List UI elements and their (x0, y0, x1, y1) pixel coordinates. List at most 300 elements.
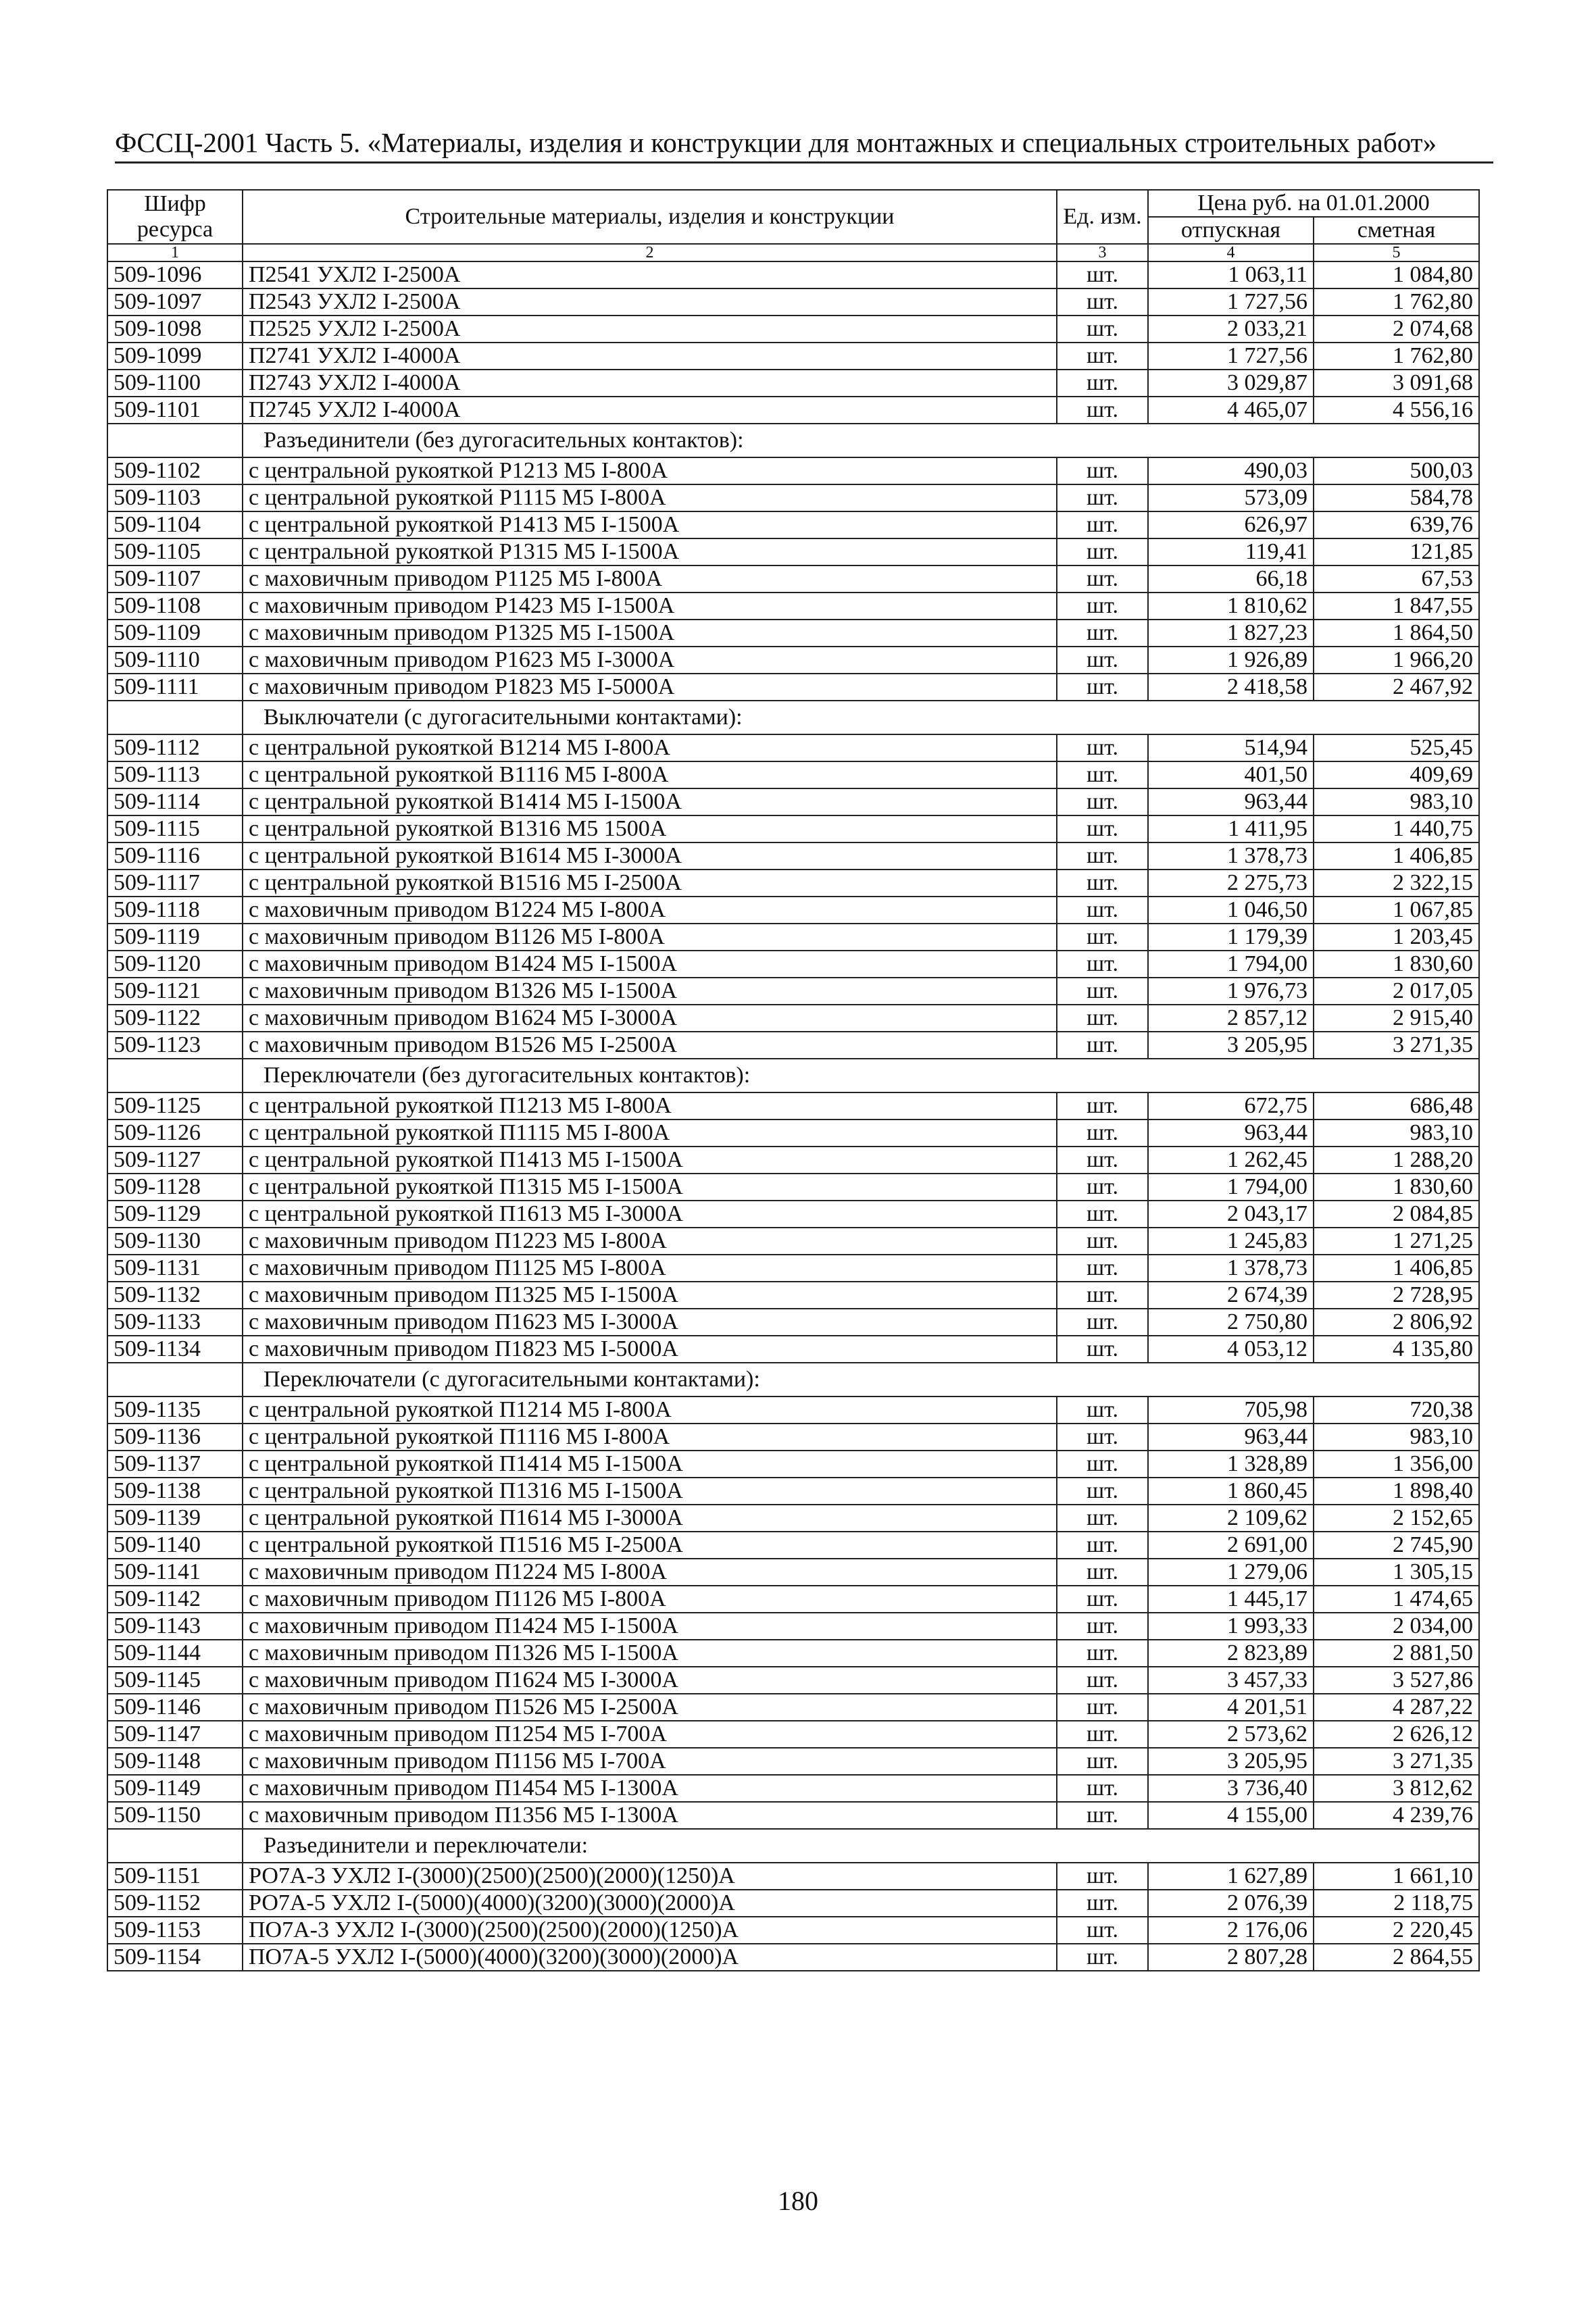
column-number: 1 (107, 244, 243, 261)
release-price-cell: 2 691,00 (1148, 1532, 1314, 1559)
unit-cell: шт. (1057, 1667, 1148, 1694)
material-name-cell: с маховичным приводом П1526 М5 I-2500А (243, 1694, 1057, 1721)
unit-cell: шт. (1057, 1748, 1148, 1775)
section-header: Переключатели (без дугогасительных контактов): (243, 1059, 1314, 1092)
release-price-cell: 1 976,73 (1148, 978, 1314, 1005)
release-price-cell: 1 445,17 (1148, 1586, 1314, 1613)
release-price-cell: 1 794,00 (1148, 951, 1314, 978)
unit-cell: шт. (1057, 1424, 1148, 1451)
material-name-cell: с центральной рукояткой П1516 М5 I-2500А (243, 1532, 1057, 1559)
release-price-cell: 1 411,95 (1148, 815, 1314, 842)
estimate-price-cell: 67,53 (1314, 565, 1479, 593)
material-name-cell: с маховичным приводом В1224 М5 I-800А (243, 897, 1057, 924)
section-header-spacer (107, 424, 243, 457)
unit-cell: шт. (1057, 1694, 1148, 1721)
release-price-cell: 4 155,00 (1148, 1802, 1314, 1829)
section-header-spacer (1314, 1363, 1479, 1397)
table-row (107, 288, 1479, 316)
material-name-cell: с центральной рукояткой П1214 М5 I-800А (243, 1397, 1057, 1424)
material-name-cell: с маховичным приводом Р1623 М5 I-3000А (243, 647, 1057, 674)
material-name-cell: с маховичным приводом Р1325 М5 I-1500А (243, 620, 1057, 647)
release-price-cell: 2 674,39 (1148, 1282, 1314, 1309)
col-header-name: Строительные материалы, изделия и конструкции (243, 190, 1057, 244)
table-row (107, 1694, 1479, 1721)
material-name-cell: П2743 УХЛ2 I-4000А (243, 370, 1057, 397)
unit-cell: шт. (1057, 316, 1148, 343)
release-price-cell: 1 827,23 (1148, 620, 1314, 647)
material-name-cell: с маховичным приводом В1126 М5 I-800А (243, 924, 1057, 951)
release-price-cell: 2 109,62 (1148, 1505, 1314, 1532)
table-row (107, 1748, 1479, 1775)
table-row (107, 1032, 1479, 1059)
material-name-cell: с центральной рукояткой В1614 М5 I-3000А (243, 842, 1057, 870)
table-row (107, 1309, 1479, 1336)
material-name-cell: с центральной рукояткой Р1115 М5 I-800А (243, 484, 1057, 511)
estimate-price-cell: 2 322,15 (1314, 870, 1479, 897)
estimate-price-cell: 1 406,85 (1314, 1255, 1479, 1282)
estimate-price-cell: 500,03 (1314, 457, 1479, 484)
estimate-price-cell: 4 287,22 (1314, 1694, 1479, 1721)
unit-cell: шт. (1057, 343, 1148, 370)
estimate-price-cell: 1 830,60 (1314, 951, 1479, 978)
section-header-spacer (1314, 1059, 1479, 1092)
table-row (107, 593, 1479, 620)
table-row (107, 1863, 1479, 1890)
table-row (107, 1255, 1479, 1282)
release-price-cell: 1 046,50 (1148, 897, 1314, 924)
release-price-cell: 626,97 (1148, 511, 1314, 538)
material-name-cell: ПО7А-3 УХЛ2 I-(3000)(2500)(2500)(2000)(1250)А (243, 1917, 1057, 1944)
section-header-spacer (107, 1829, 243, 1863)
table-row (107, 1005, 1479, 1032)
table-row (107, 1505, 1479, 1532)
unit-cell: шт. (1057, 1505, 1148, 1532)
unit-cell: шт. (1057, 620, 1148, 647)
column-number: 4 (1148, 244, 1314, 261)
unit-cell: шт. (1057, 788, 1148, 815)
release-price-cell: 3 457,33 (1148, 1667, 1314, 1694)
material-name-cell: с центральной рукояткой П1213 М5 I-800А (243, 1092, 1057, 1120)
estimate-price-cell: 525,45 (1314, 734, 1479, 761)
release-price-cell: 3 029,87 (1148, 370, 1314, 397)
resource-code-cell: 509-1127 (107, 1147, 243, 1174)
unit-cell: шт. (1057, 1917, 1148, 1944)
unit-cell: шт. (1057, 1092, 1148, 1120)
release-price-cell: 1 993,33 (1148, 1613, 1314, 1640)
estimate-price-cell: 983,10 (1314, 1120, 1479, 1147)
table-row (107, 1613, 1479, 1640)
resource-code-cell: 509-1141 (107, 1559, 243, 1586)
material-name-cell: с маховичным приводом П1223 М5 I-800А (243, 1228, 1057, 1255)
table-row (107, 1917, 1479, 1944)
release-price-cell: 3 736,40 (1148, 1775, 1314, 1802)
table-row (107, 1478, 1479, 1505)
estimate-price-cell: 983,10 (1314, 1424, 1479, 1451)
resource-code-cell: 509-1131 (107, 1255, 243, 1282)
material-name-cell: с маховичным приводом П1254 М5 I-700А (243, 1721, 1057, 1748)
column-number: 2 (243, 244, 1057, 261)
material-name-cell: с центральной рукояткой Р1213 М5 I-800А (243, 457, 1057, 484)
estimate-price-cell: 4 135,80 (1314, 1336, 1479, 1363)
resource-code-cell: 509-1126 (107, 1120, 243, 1147)
table-row (107, 397, 1479, 424)
material-name-cell: с маховичным приводом П1454 М5 I-1300А (243, 1775, 1057, 1802)
material-name-cell: с маховичным приводом Р1125 М5 I-800А (243, 565, 1057, 593)
release-price-cell: 672,75 (1148, 1092, 1314, 1120)
release-price-cell: 4 201,51 (1148, 1694, 1314, 1721)
release-price-cell: 4 053,12 (1148, 1336, 1314, 1363)
material-name-cell: с маховичным приводом П1356 М5 I-1300А (243, 1802, 1057, 1829)
material-name-cell: с маховичным приводом П1424 М5 I-1500А (243, 1613, 1057, 1640)
table-row (107, 343, 1479, 370)
resource-code-cell: 509-1147 (107, 1721, 243, 1748)
unit-cell: шт. (1057, 1802, 1148, 1829)
material-name-cell: с маховичным приводом Р1823 М5 I-5000А (243, 674, 1057, 701)
estimate-price-cell: 1 271,25 (1314, 1228, 1479, 1255)
release-price-cell: 66,18 (1148, 565, 1314, 593)
release-price-cell: 963,44 (1148, 788, 1314, 815)
estimate-price-cell: 1 305,15 (1314, 1559, 1479, 1586)
estimate-price-cell: 1 067,85 (1314, 897, 1479, 924)
material-name-cell: с маховичным приводом П1126 М5 I-800А (243, 1586, 1057, 1613)
estimate-price-cell: 584,78 (1314, 484, 1479, 511)
estimate-price-cell: 2 220,45 (1314, 1917, 1479, 1944)
table-row (107, 1228, 1479, 1255)
table-row (107, 1092, 1479, 1120)
estimate-price-cell: 2 626,12 (1314, 1721, 1479, 1748)
col-header-code: Шифр ресурса (107, 190, 243, 244)
resource-code-cell: 509-1151 (107, 1863, 243, 1890)
resource-code-cell: 509-1136 (107, 1424, 243, 1451)
release-price-cell: 1 262,45 (1148, 1147, 1314, 1174)
table-row (107, 674, 1479, 701)
estimate-price-cell: 1 288,20 (1314, 1147, 1479, 1174)
unit-cell: шт. (1057, 1532, 1148, 1559)
unit-cell: шт. (1057, 457, 1148, 484)
unit-cell: шт. (1057, 1201, 1148, 1228)
resource-code-cell: 509-1122 (107, 1005, 243, 1032)
price-table (107, 189, 1480, 1971)
estimate-price-cell: 1 406,85 (1314, 842, 1479, 870)
table-row (107, 1424, 1479, 1451)
resource-code-cell: 509-1152 (107, 1890, 243, 1917)
material-name-cell: с центральной рукояткой Р1413 М5 I-1500А (243, 511, 1057, 538)
release-price-cell: 1 378,73 (1148, 1255, 1314, 1282)
resource-code-cell: 509-1137 (107, 1451, 243, 1478)
column-number: 3 (1057, 244, 1148, 261)
unit-cell: шт. (1057, 1228, 1148, 1255)
release-price-cell: 705,98 (1148, 1397, 1314, 1424)
resource-code-cell: 509-1101 (107, 397, 243, 424)
release-price-cell: 1 860,45 (1148, 1478, 1314, 1505)
resource-code-cell: 509-1112 (107, 734, 243, 761)
release-price-cell: 1 926,89 (1148, 647, 1314, 674)
estimate-price-cell: 2 864,55 (1314, 1944, 1479, 1971)
estimate-price-cell: 1 830,60 (1314, 1174, 1479, 1201)
material-name-cell: с маховичным приводом В1624 М5 I-3000А (243, 1005, 1057, 1032)
estimate-price-cell: 2 467,92 (1314, 674, 1479, 701)
table-row (107, 1147, 1479, 1174)
table-row (107, 734, 1479, 761)
resource-code-cell: 509-1097 (107, 288, 243, 316)
estimate-price-cell: 2 745,90 (1314, 1532, 1479, 1559)
unit-cell: шт. (1057, 842, 1148, 870)
section-header-row (107, 1363, 1479, 1397)
table-row (107, 1640, 1479, 1667)
unit-cell: шт. (1057, 511, 1148, 538)
unit-cell: шт. (1057, 1255, 1148, 1282)
resource-code-cell: 509-1109 (107, 620, 243, 647)
resource-code-cell: 509-1108 (107, 593, 243, 620)
resource-code-cell: 509-1115 (107, 815, 243, 842)
release-price-cell: 2 275,73 (1148, 870, 1314, 897)
estimate-price-cell: 3 271,35 (1314, 1032, 1479, 1059)
section-header: Выключатели (с дугогасительными контактами): (243, 701, 1314, 734)
col-header-estimate: сметная (1314, 217, 1479, 244)
material-name-cell: с центральной рукояткой В1316 М5 1500А (243, 815, 1057, 842)
section-header-spacer (107, 701, 243, 734)
estimate-price-cell: 4 239,76 (1314, 1802, 1479, 1829)
section-header: Разъединители (без дугогасительных контактов): (243, 424, 1314, 457)
resource-code-cell: 509-1114 (107, 788, 243, 815)
material-name-cell: с маховичным приводом П1325 М5 I-1500А (243, 1282, 1057, 1309)
estimate-price-cell: 3 812,62 (1314, 1775, 1479, 1802)
table-row (107, 511, 1479, 538)
material-name-cell: с центральной рукояткой Р1315 М5 I-1500А (243, 538, 1057, 565)
estimate-price-cell: 2 017,05 (1314, 978, 1479, 1005)
table-row (107, 620, 1479, 647)
table-row (107, 1282, 1479, 1309)
unit-cell: шт. (1057, 1147, 1148, 1174)
unit-cell: шт. (1057, 1944, 1148, 1971)
estimate-price-cell: 3 271,35 (1314, 1748, 1479, 1775)
material-name-cell: П2745 УХЛ2 I-4000А (243, 397, 1057, 424)
material-name-cell: с маховичным приводом П1326 М5 I-1500А (243, 1640, 1057, 1667)
table-row (107, 538, 1479, 565)
section-header-spacer (107, 1363, 243, 1397)
unit-cell: шт. (1057, 1120, 1148, 1147)
resource-code-cell: 509-1096 (107, 261, 243, 288)
resource-code-cell: 509-1132 (107, 1282, 243, 1309)
resource-code-cell: 509-1119 (107, 924, 243, 951)
estimate-price-cell: 1 898,40 (1314, 1478, 1479, 1505)
unit-cell: шт. (1057, 1613, 1148, 1640)
unit-cell: шт. (1057, 370, 1148, 397)
estimate-price-cell: 1 762,80 (1314, 343, 1479, 370)
table-row (107, 370, 1479, 397)
resource-code-cell: 509-1145 (107, 1667, 243, 1694)
col-header-release: отпускная (1148, 217, 1314, 244)
table-row (107, 1336, 1479, 1363)
unit-cell: шт. (1057, 674, 1148, 701)
resource-code-cell: 509-1113 (107, 761, 243, 788)
resource-code-cell: 509-1102 (107, 457, 243, 484)
table-row (107, 261, 1479, 288)
estimate-price-cell: 1 864,50 (1314, 620, 1479, 647)
table-row (107, 788, 1479, 815)
material-name-cell: с центральной рукояткой В1516 М5 I-2500А (243, 870, 1057, 897)
release-price-cell: 119,41 (1148, 538, 1314, 565)
unit-cell: шт. (1057, 288, 1148, 316)
material-name-cell: с маховичным приводом П1623 М5 I-3000А (243, 1309, 1057, 1336)
table-row (107, 1802, 1479, 1829)
table-row (107, 842, 1479, 870)
material-name-cell: с маховичным приводом В1526 М5 I-2500А (243, 1032, 1057, 1059)
material-name-cell: с центральной рукояткой В1414 М5 I-1500А (243, 788, 1057, 815)
resource-code-cell: 509-1128 (107, 1174, 243, 1201)
unit-cell: шт. (1057, 1309, 1148, 1336)
table-row (107, 978, 1479, 1005)
section-header-spacer (1314, 424, 1479, 457)
estimate-price-cell: 409,69 (1314, 761, 1479, 788)
unit-cell: шт. (1057, 1640, 1148, 1667)
release-price-cell: 963,44 (1148, 1424, 1314, 1451)
estimate-price-cell: 983,10 (1314, 788, 1479, 815)
table-row (107, 1451, 1479, 1478)
material-name-cell: с центральной рукояткой П1613 М5 I-3000А (243, 1201, 1057, 1228)
col-header-unit: Ед. изм. (1057, 190, 1148, 244)
resource-code-cell: 509-1153 (107, 1917, 243, 1944)
resource-code-cell: 509-1149 (107, 1775, 243, 1802)
unit-cell: шт. (1057, 1032, 1148, 1059)
resource-code-cell: 509-1140 (107, 1532, 243, 1559)
resource-code-cell: 509-1118 (107, 897, 243, 924)
section-header-row (107, 1059, 1479, 1092)
material-name-cell: с маховичным приводом П1156 М5 I-700А (243, 1748, 1057, 1775)
table-row (107, 1890, 1479, 1917)
estimate-price-cell: 1 966,20 (1314, 647, 1479, 674)
estimate-price-cell: 686,48 (1314, 1092, 1479, 1120)
material-name-cell: РО7А-5 УХЛ2 I-(5000)(4000)(3200)(3000)(2000)А (243, 1890, 1057, 1917)
table-row (107, 1532, 1479, 1559)
estimate-price-cell: 1 661,10 (1314, 1863, 1479, 1890)
material-name-cell: ПО7А-5 УХЛ2 I-(5000)(4000)(3200)(3000)(2000)А (243, 1944, 1057, 1971)
material-name-cell: П2741 УХЛ2 I-4000А (243, 343, 1057, 370)
unit-cell: шт. (1057, 1174, 1148, 1201)
resource-code-cell: 509-1129 (107, 1201, 243, 1228)
release-price-cell: 2 176,06 (1148, 1917, 1314, 1944)
release-price-cell: 2 750,80 (1148, 1309, 1314, 1336)
unit-cell: шт. (1057, 1863, 1148, 1890)
table-row (107, 484, 1479, 511)
release-price-cell: 1 245,83 (1148, 1228, 1314, 1255)
material-name-cell: П2543 УХЛ2 I-2500А (243, 288, 1057, 316)
table-row (107, 1586, 1479, 1613)
resource-code-cell: 509-1150 (107, 1802, 243, 1829)
table-row (107, 924, 1479, 951)
unit-cell: шт. (1057, 761, 1148, 788)
section-header-row (107, 424, 1479, 457)
unit-cell: шт. (1057, 1890, 1148, 1917)
resource-code-cell: 509-1135 (107, 1397, 243, 1424)
table-row (107, 1397, 1479, 1424)
material-name-cell: с центральной рукояткой П1116 М5 I-800А (243, 1424, 1057, 1451)
resource-code-cell: 509-1138 (107, 1478, 243, 1505)
release-price-cell: 2 823,89 (1148, 1640, 1314, 1667)
unit-cell: шт. (1057, 647, 1148, 674)
release-price-cell: 2 076,39 (1148, 1890, 1314, 1917)
estimate-price-cell: 2 074,68 (1314, 316, 1479, 343)
section-header-spacer (1314, 701, 1479, 734)
material-name-cell: с центральной рукояткой П1115 М5 I-800А (243, 1120, 1057, 1147)
estimate-price-cell: 2 034,00 (1314, 1613, 1479, 1640)
material-name-cell: с центральной рукояткой П1614 М5 I-3000А (243, 1505, 1057, 1532)
unit-cell: шт. (1057, 897, 1148, 924)
resource-code-cell: 509-1117 (107, 870, 243, 897)
estimate-price-cell: 720,38 (1314, 1397, 1479, 1424)
table-row (107, 1944, 1479, 1971)
unit-cell: шт. (1057, 924, 1148, 951)
material-name-cell: П2541 УХЛ2 I-2500А (243, 261, 1057, 288)
unit-cell: шт. (1057, 538, 1148, 565)
table-row (107, 565, 1479, 593)
table-row (107, 1559, 1479, 1586)
section-header-spacer (107, 1059, 243, 1092)
estimate-price-cell: 2 084,85 (1314, 1201, 1479, 1228)
unit-cell: шт. (1057, 1478, 1148, 1505)
release-price-cell: 3 205,95 (1148, 1032, 1314, 1059)
resource-code-cell: 509-1120 (107, 951, 243, 978)
release-price-cell: 1 063,11 (1148, 261, 1314, 288)
material-name-cell: с маховичным приводом П1224 М5 I-800А (243, 1559, 1057, 1586)
estimate-price-cell: 121,85 (1314, 538, 1479, 565)
unit-cell: шт. (1057, 815, 1148, 842)
resource-code-cell: 509-1107 (107, 565, 243, 593)
table-row (107, 1120, 1479, 1147)
material-name-cell: с центральной рукояткой П1316 М5 I-1500А (243, 1478, 1057, 1505)
material-name-cell: П2525 УХЛ2 I-2500А (243, 316, 1057, 343)
material-name-cell: с центральной рукояткой В1214 М5 I-800А (243, 734, 1057, 761)
table-row (107, 897, 1479, 924)
resource-code-cell: 509-1142 (107, 1586, 243, 1613)
estimate-price-cell: 1 356,00 (1314, 1451, 1479, 1478)
table-row (107, 316, 1479, 343)
release-price-cell: 2 807,28 (1148, 1944, 1314, 1971)
release-price-cell: 401,50 (1148, 761, 1314, 788)
table-row (107, 1775, 1479, 1802)
table-row (107, 457, 1479, 484)
material-name-cell: с центральной рукояткой П1414 М5 I-1500А (243, 1451, 1057, 1478)
unit-cell: шт. (1057, 565, 1148, 593)
table-row (107, 1667, 1479, 1694)
section-header: Переключатели (с дугогасительными контактами): (243, 1363, 1314, 1397)
unit-cell: шт. (1057, 1721, 1148, 1748)
release-price-cell: 514,94 (1148, 734, 1314, 761)
estimate-price-cell: 2 152,65 (1314, 1505, 1479, 1532)
unit-cell: шт. (1057, 978, 1148, 1005)
page-number: 180 (778, 2186, 818, 2216)
estimate-price-cell: 4 556,16 (1314, 397, 1479, 424)
estimate-price-cell: 1 474,65 (1314, 1586, 1479, 1613)
release-price-cell: 1 179,39 (1148, 924, 1314, 951)
resource-code-cell: 509-1105 (107, 538, 243, 565)
resource-code-cell: 509-1121 (107, 978, 243, 1005)
release-price-cell: 1 810,62 (1148, 593, 1314, 620)
release-price-cell: 1 279,06 (1148, 1559, 1314, 1586)
table-row (107, 761, 1479, 788)
section-header: Разъединители и переключатели: (243, 1829, 1314, 1863)
table-row (107, 1201, 1479, 1228)
release-price-cell: 963,44 (1148, 1120, 1314, 1147)
release-price-cell: 490,03 (1148, 457, 1314, 484)
resource-code-cell: 509-1103 (107, 484, 243, 511)
estimate-price-cell: 1 440,75 (1314, 815, 1479, 842)
release-price-cell: 1 794,00 (1148, 1174, 1314, 1201)
release-price-cell: 1 727,56 (1148, 288, 1314, 316)
estimate-price-cell: 1 762,80 (1314, 288, 1479, 316)
estimate-price-cell: 2 728,95 (1314, 1282, 1479, 1309)
section-header-row (107, 1829, 1479, 1863)
